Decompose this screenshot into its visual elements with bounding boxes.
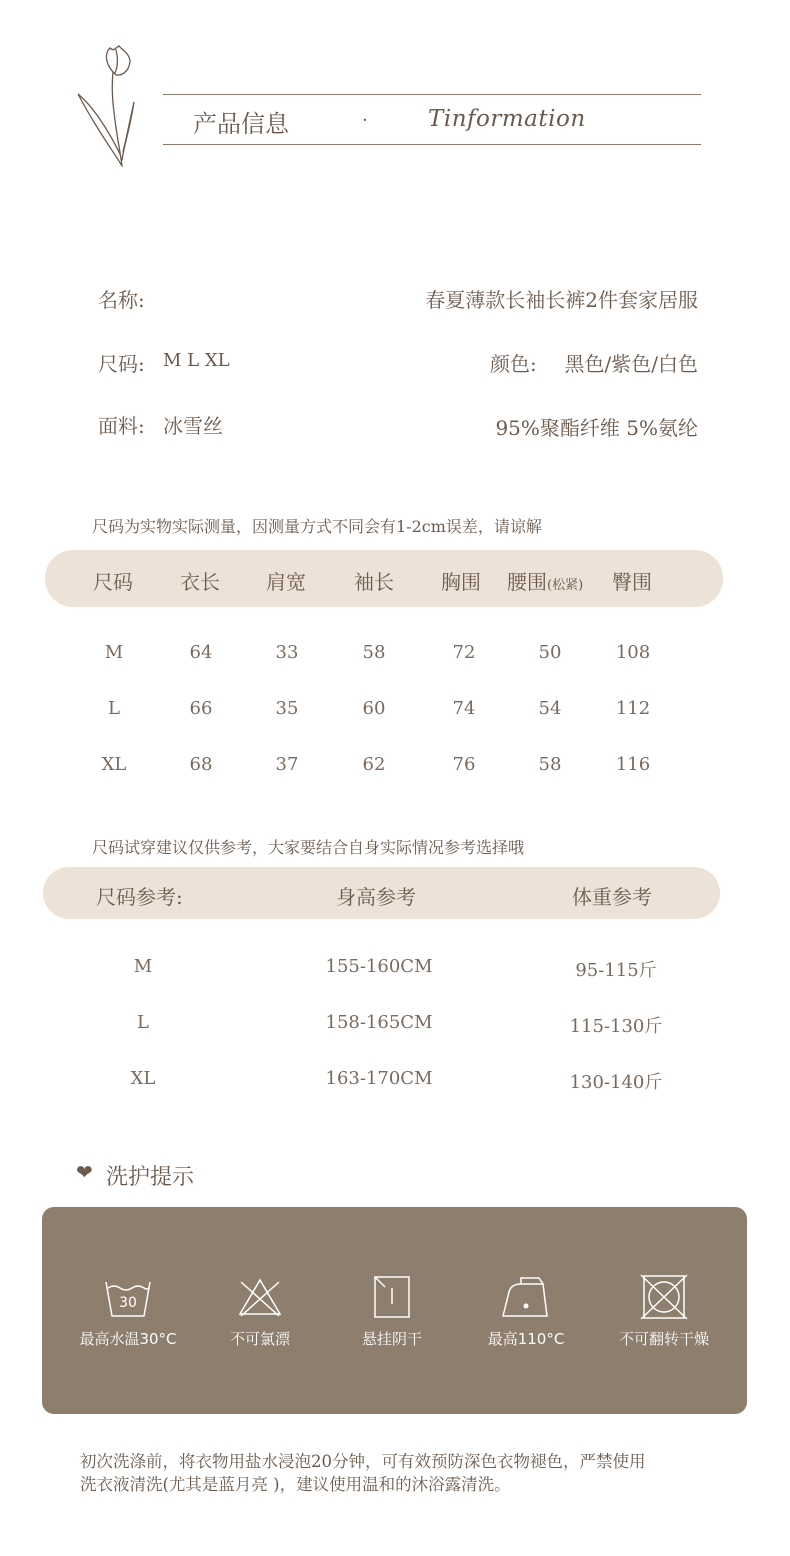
ref-table-note: 尺码试穿建议仅供参考，大家要结合自身实际情况参考选择哦	[92, 838, 525, 857]
fabric-composition: 95%聚酯纤维 5%氨纶	[495, 416, 698, 440]
size-table-cell: 35	[275, 698, 299, 719]
no-bleach-icon	[235, 1274, 285, 1320]
heart-icon: ❤	[76, 1160, 93, 1184]
ref-table-cell: 155-160CM	[325, 956, 433, 977]
care-title: 洗护提示	[106, 1165, 195, 1190]
color-value: 黑色/紫色/白色	[564, 352, 698, 376]
ref-table-cell: L	[137, 1012, 149, 1033]
hang-dry-shade-icon	[367, 1274, 417, 1320]
size-table-cell: 68	[189, 754, 213, 775]
care-label: 最高110°C	[487, 1330, 565, 1348]
size-table-cell: M	[104, 642, 124, 663]
ref-table-cell: 163-170CM	[325, 1068, 433, 1089]
th-chest: 胸围	[441, 570, 481, 594]
size-table-cell: L	[108, 698, 120, 719]
iron-110-icon	[499, 1274, 553, 1320]
th-shoulder: 肩宽	[266, 570, 306, 594]
color-label: 颜色:	[490, 352, 537, 376]
th-size: 尺码	[93, 570, 133, 594]
care-item-hang	[322, 1274, 462, 1349]
ref-table-cell: 130-140斤	[569, 1072, 663, 1093]
no-tumble-dry-icon	[639, 1274, 689, 1320]
size-label: 尺码:	[98, 352, 145, 376]
care-label: 悬挂阴干	[361, 1330, 422, 1348]
care-label: 不可翻转干燥	[618, 1330, 709, 1348]
care-item-bleach	[190, 1274, 330, 1349]
th-weight-ref: 体重参考	[572, 885, 652, 909]
care-item-iron	[456, 1274, 596, 1349]
size-table-cell: 108	[615, 642, 651, 663]
th-waist: 腰围(松紧)	[507, 570, 584, 594]
ref-table-cell: XL	[130, 1068, 156, 1089]
ref-table-cell: M	[133, 956, 153, 977]
care-item-wash	[58, 1274, 198, 1349]
care-item-dry	[594, 1274, 734, 1349]
size-table-cell: 72	[452, 642, 476, 663]
ref-table-cell: 95-115斤	[575, 960, 657, 981]
care-instructions: 初次洗涤前，将衣物用盐水浸泡20分钟，可有效预防深色衣物褪色，严禁使用 洗衣液清洗(尤其是蓝月亮 )，建议使用温和的沐浴露清洗。	[80, 1452, 646, 1494]
size-table-cell: 74	[452, 698, 476, 719]
care-label: 不可氯漂	[229, 1330, 290, 1348]
size-table-cell: 116	[615, 754, 651, 775]
tulip-icon	[68, 42, 148, 172]
ref-table-cell: 158-165CM	[325, 1012, 433, 1033]
size-table-note: 尺码为实物实际测量，因测量方式不同会有1-2cm误差，请谅解	[92, 517, 542, 536]
th-size-ref: 尺码参考:	[96, 885, 183, 909]
th-height-ref: 身高参考	[336, 885, 416, 909]
size-value: M L XL	[163, 350, 230, 371]
size-table-cell: 37	[275, 754, 299, 775]
size-table-cell: 112	[615, 698, 651, 719]
title-separator: ·	[362, 110, 368, 131]
svg-text:30: 30	[119, 1295, 137, 1311]
th-sleeve: 袖长	[354, 570, 394, 594]
size-table-cell: 33	[275, 642, 299, 663]
size-table-cell: 76	[452, 754, 476, 775]
name-label: 名称:	[98, 288, 145, 312]
th-hip: 臀围	[612, 570, 652, 594]
wash-30-icon	[103, 1274, 153, 1320]
ref-table-cell: 115-130斤	[569, 1016, 663, 1037]
size-table-cell: 54	[538, 698, 562, 719]
size-table-cell: 66	[189, 698, 213, 719]
fabric-label: 面料:	[98, 414, 145, 438]
section-title-english: Tinformation	[428, 106, 586, 132]
section-title: 产品信息	[193, 110, 289, 138]
size-table-cell: 58	[538, 754, 562, 775]
care-label: 最高水温30°C	[79, 1330, 177, 1348]
size-table-cell: 50	[538, 642, 562, 663]
size-table-cell: 64	[189, 642, 213, 663]
th-length: 衣长	[180, 570, 220, 594]
fabric-value: 冰雪丝	[163, 414, 223, 438]
size-table-cell: 62	[362, 754, 386, 775]
size-table-cell: XL	[101, 754, 127, 775]
size-table-cell: 58	[362, 642, 386, 663]
size-table-cell: 60	[362, 698, 386, 719]
name-value: 春夏薄款长袖长裤2件套家居服	[425, 288, 698, 312]
